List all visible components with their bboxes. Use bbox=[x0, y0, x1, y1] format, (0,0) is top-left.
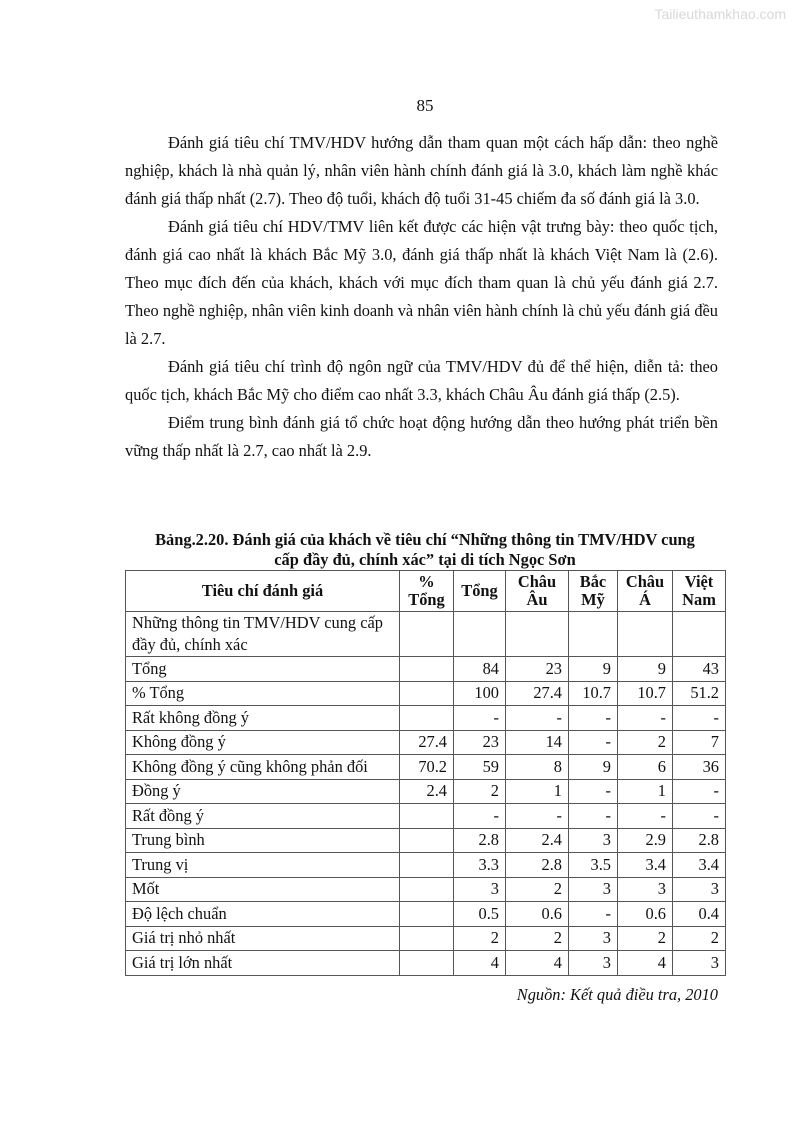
table-cell: 3 bbox=[569, 828, 618, 853]
table-row bbox=[126, 612, 726, 657]
table-cell bbox=[673, 612, 726, 657]
table-cell: - bbox=[569, 779, 618, 804]
table-cell: 9 bbox=[569, 755, 618, 780]
table-cell: 3.3 bbox=[454, 853, 506, 878]
table-cell: 3 bbox=[569, 951, 618, 976]
table-cell: 3.5 bbox=[569, 853, 618, 878]
table-cell: 3 bbox=[673, 951, 726, 976]
table-cell bbox=[454, 612, 506, 657]
row-label: Những thông tin TMV/HDV cung cấp đầy đủ, chính xác bbox=[126, 612, 400, 657]
table-cell: 14 bbox=[506, 730, 569, 755]
table-row bbox=[126, 730, 726, 755]
table-cell: 3 bbox=[673, 877, 726, 902]
table-cell: 3 bbox=[569, 877, 618, 902]
table-cell: 10.7 bbox=[618, 681, 673, 706]
table-cell: - bbox=[618, 804, 673, 829]
table-cell: 9 bbox=[569, 657, 618, 682]
column-header: Châu Á bbox=[618, 571, 673, 612]
table-row bbox=[126, 804, 726, 829]
table-cell: 1 bbox=[618, 779, 673, 804]
row-label: Tổng bbox=[126, 657, 400, 682]
table-cell bbox=[400, 657, 454, 682]
table-cell: 2 bbox=[506, 877, 569, 902]
row-label: Giá trị nhỏ nhất bbox=[126, 926, 400, 951]
table-cell: - bbox=[569, 706, 618, 731]
row-label: Mốt bbox=[126, 877, 400, 902]
table-row bbox=[126, 877, 726, 902]
column-header: Châu Âu bbox=[506, 571, 569, 612]
paragraph: Đánh giá tiêu chí HDV/TMV liên kết được các hiện vật trưng bày: theo quốc tịch, đánh giá cao nhất là khách Bắc Mỹ 3.0, đánh giá thấp nhất là khách Việt Nam là (2.6). Theo mục đích đến của khách, khách với mục đích tham quan là chủ yếu đánh giá 2.7. Theo nghề nghiệp, nhân viên kinh doanh và nhân viên hành chính là chủ yếu đánh giá đều là 2.7. bbox=[125, 217, 718, 348]
table-cell: 23 bbox=[506, 657, 569, 682]
row-label: Giá trị lớn nhất bbox=[126, 951, 400, 976]
table-cell: 2 bbox=[454, 779, 506, 804]
table-row bbox=[126, 853, 726, 878]
table-caption bbox=[125, 530, 725, 570]
table-row bbox=[126, 657, 726, 682]
table-cell: 100 bbox=[454, 681, 506, 706]
table-cell: 2 bbox=[454, 926, 506, 951]
caption-line: Bảng.2.20. Đánh giá của khách về tiêu chí “Những thông tin TMV/HDV cung bbox=[155, 530, 695, 549]
table-cell: 2.8 bbox=[673, 828, 726, 853]
table-cell: 43 bbox=[673, 657, 726, 682]
column-header: Tổng bbox=[454, 571, 506, 612]
column-header: Tiêu chí đánh giá bbox=[126, 571, 400, 612]
table-row bbox=[126, 681, 726, 706]
table-cell: - bbox=[569, 730, 618, 755]
table-row bbox=[126, 828, 726, 853]
table-cell: 27.4 bbox=[400, 730, 454, 755]
table-cell: 3.4 bbox=[618, 853, 673, 878]
table-cell: - bbox=[569, 902, 618, 927]
table-cell: 2.4 bbox=[400, 779, 454, 804]
watermark: Tailieuthamkhao.com bbox=[654, 6, 786, 22]
table-cell: 3 bbox=[569, 926, 618, 951]
row-label: Rất đồng ý bbox=[126, 804, 400, 829]
table-cell: 3.4 bbox=[673, 853, 726, 878]
table-cell bbox=[400, 902, 454, 927]
table-cell: 7 bbox=[673, 730, 726, 755]
table-cell bbox=[618, 612, 673, 657]
table-cell bbox=[400, 681, 454, 706]
table-cell: 51.2 bbox=[673, 681, 726, 706]
table-cell: - bbox=[454, 804, 506, 829]
paragraph: Điểm trung bình đánh giá tổ chức hoạt động hướng dẫn theo hướng phát triển bền vững thấp nhất là 2.7, cao nhất là 2.9. bbox=[125, 413, 718, 460]
table-cell: - bbox=[569, 804, 618, 829]
data-table bbox=[125, 570, 726, 976]
table-cell bbox=[400, 877, 454, 902]
table-cell: 2.8 bbox=[454, 828, 506, 853]
paragraph: Đánh giá tiêu chí trình độ ngôn ngữ của TMV/HDV đủ để thể hiện, diễn tả: theo quốc tịch, khách Bắc Mỹ cho điểm cao nhất 3.3, khách Châu Âu đánh giá thấp (2.5). bbox=[125, 357, 718, 404]
table-cell: 36 bbox=[673, 755, 726, 780]
table-cell: - bbox=[506, 804, 569, 829]
table-row bbox=[126, 951, 726, 976]
table-row bbox=[126, 902, 726, 927]
table-cell: - bbox=[673, 779, 726, 804]
page-number: 85 bbox=[416, 96, 434, 115]
table-cell: 2 bbox=[506, 926, 569, 951]
row-label: % Tổng bbox=[126, 681, 400, 706]
row-label: Rất không đồng ý bbox=[126, 706, 400, 731]
table-cell bbox=[569, 612, 618, 657]
table-cell: 2.9 bbox=[618, 828, 673, 853]
table-cell: - bbox=[454, 706, 506, 731]
table-row bbox=[126, 779, 726, 804]
table-cell: 6 bbox=[618, 755, 673, 780]
table-cell: 23 bbox=[454, 730, 506, 755]
row-label: Đồng ý bbox=[126, 779, 400, 804]
table-cell bbox=[400, 706, 454, 731]
table-cell: 0.4 bbox=[673, 902, 726, 927]
table-cell bbox=[400, 951, 454, 976]
table-cell: 3 bbox=[618, 877, 673, 902]
row-label: Không đồng ý cũng không phản đối bbox=[126, 755, 400, 780]
table-cell: 3 bbox=[454, 877, 506, 902]
table-cell bbox=[400, 828, 454, 853]
table-cell bbox=[400, 804, 454, 829]
table-cell bbox=[400, 853, 454, 878]
table-cell: 70.2 bbox=[400, 755, 454, 780]
row-label: Độ lệch chuẩn bbox=[126, 902, 400, 927]
table-cell: 2 bbox=[618, 926, 673, 951]
table-cell bbox=[506, 612, 569, 657]
table-cell: 8 bbox=[506, 755, 569, 780]
table-cell: 1 bbox=[506, 779, 569, 804]
row-label: Trung bình bbox=[126, 828, 400, 853]
table-cell bbox=[400, 612, 454, 657]
table-row bbox=[126, 926, 726, 951]
table-row bbox=[126, 706, 726, 731]
paragraph: Đánh giá tiêu chí TMV/HDV hướng dẫn tham quan một cách hấp dẫn: theo nghề nghiệp, khách là nhà quản lý, nhân viên hành chính đánh giá là 3.0, khách làm nghề khác đánh giá thấp nhất (2.7). Theo độ tuổi, khách độ tuổi 31-45 chiếm đa số đánh giá là 3.0. bbox=[125, 133, 718, 208]
table-cell: 27.4 bbox=[506, 681, 569, 706]
row-label: Trung vị bbox=[126, 853, 400, 878]
table-cell: - bbox=[673, 804, 726, 829]
table-cell: 4 bbox=[454, 951, 506, 976]
table-cell: - bbox=[506, 706, 569, 731]
table-cell: 2.8 bbox=[506, 853, 569, 878]
table-header-row bbox=[126, 571, 726, 612]
caption-line: cấp đầy đủ, chính xác” tại di tích Ngọc Sơn bbox=[274, 550, 576, 569]
column-header: % Tổng bbox=[400, 571, 454, 612]
table-cell: 2 bbox=[673, 926, 726, 951]
body-text bbox=[125, 129, 718, 465]
table-row bbox=[126, 755, 726, 780]
table-cell: 10.7 bbox=[569, 681, 618, 706]
table-cell: 59 bbox=[454, 755, 506, 780]
table-cell: - bbox=[618, 706, 673, 731]
table-cell: 0.6 bbox=[618, 902, 673, 927]
table-source: Nguồn: Kết quả điều tra, 2010 bbox=[516, 985, 718, 1004]
table-cell: 4 bbox=[506, 951, 569, 976]
column-header: Bắc Mỹ bbox=[569, 571, 618, 612]
table-cell: 9 bbox=[618, 657, 673, 682]
table-cell: 2.4 bbox=[506, 828, 569, 853]
table-cell: - bbox=[673, 706, 726, 731]
table-cell: 2 bbox=[618, 730, 673, 755]
table-cell: 0.6 bbox=[506, 902, 569, 927]
table-cell bbox=[400, 926, 454, 951]
column-header: Việt Nam bbox=[673, 571, 726, 612]
table-cell: 0.5 bbox=[454, 902, 506, 927]
row-label: Không đồng ý bbox=[126, 730, 400, 755]
table-cell: 4 bbox=[618, 951, 673, 976]
table-cell: 84 bbox=[454, 657, 506, 682]
